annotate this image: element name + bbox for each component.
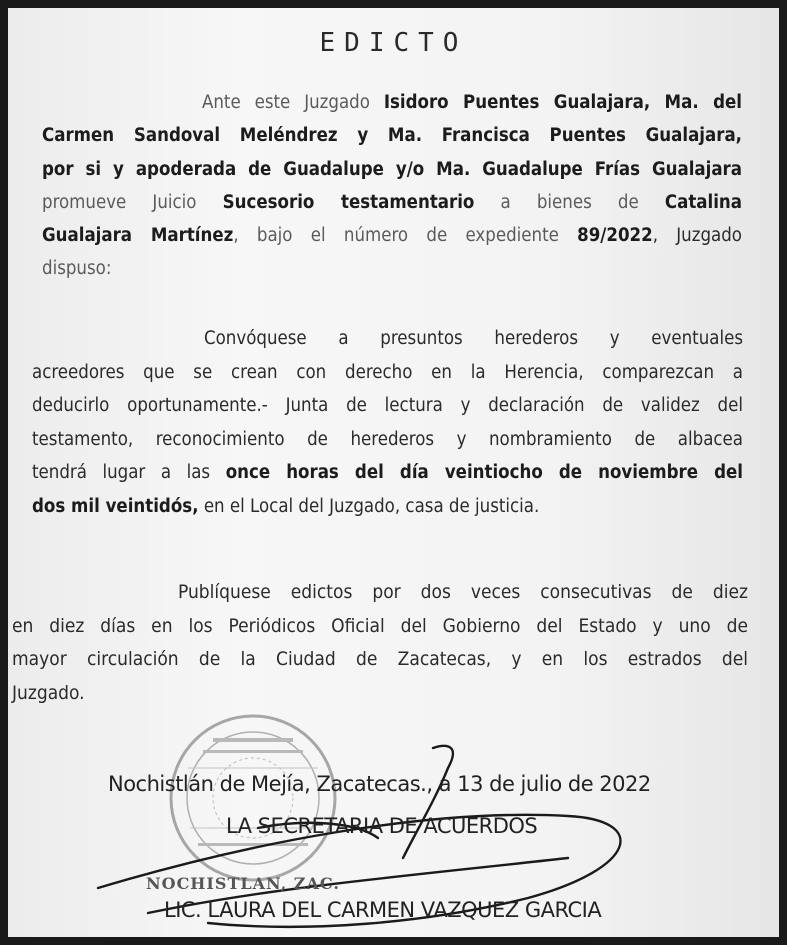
stamp-text: NOCHISTLAN, ZAC. [146, 874, 340, 893]
text-hearing-year: dos mil veintidós, [32, 495, 199, 517]
text-ante-este-juzgado: Ante este Juzgado [202, 92, 384, 113]
place-and-date: Nochistlán de Mejía, Zacatecas., a 13 de julio de 2022 [108, 772, 651, 796]
text-deceased-last: Gualajara Martínez [42, 225, 234, 247]
convocatoria-line-2: acreedores que se crean con derecho en la Herencia, comparezcan a [32, 361, 743, 383]
publicacion-line-4: Juzgado. [12, 681, 85, 704]
text-tendra-lugar: tendrá lugar a las [32, 462, 226, 484]
text-party-name-1: Isidoro Puentes Gualajara, Ma. del [383, 92, 742, 113]
text-expediente-number: 89/2022 [577, 225, 653, 247]
document-page [8, 8, 779, 937]
seal-and-signature-overlay [8, 8, 779, 937]
convocatoria-line-3: deducirlo oportunamente.- Junta de lectura y declaración de validez del [32, 395, 743, 417]
official-seal-icon [171, 716, 335, 880]
parties-line-2: Carmen Sandoval Meléndrez y Ma. Francisca Puentes Gualajara, [42, 125, 742, 147]
text-expediente-label: , bajo el número de expediente [233, 225, 578, 247]
text-hearing-place: en el Local del Juzgado, casa de justicia. [198, 495, 540, 517]
publicacion-line-2: en diez días en los Periódicos Oficial del Gobierno del Estado y uno de [12, 614, 748, 637]
publicacion-line-3: mayor circulación de la Ciudad de Zacatecas, y en los estrados del [12, 648, 748, 671]
convocatoria-line-4: testamento, reconocimiento de herederos y nombramiento de albacea [32, 428, 743, 450]
text-hearing-time: once horas del día veintiocho de noviembre del [225, 462, 743, 484]
convocatoria-line-1: Convóquese a presuntos herederos y eventuales [204, 328, 743, 349]
text-a-bienes: a bienes de [474, 191, 665, 213]
publicacion-line-1: Publíquese edictos por dos veces consecutivas de diez [178, 581, 748, 603]
document-title: EDICTO [319, 28, 468, 58]
parties-line-3: por si y apoderada de Guadalupe y/o Ma. Guadalupe Frías Gualajara [42, 158, 742, 180]
text-deceased-first: Catalina [664, 191, 743, 213]
secretary-name: LIC. LAURA DEL CARMEN VAZQUEZ GARCIA [164, 898, 602, 922]
secretary-role: LA SECRETARIA DE ACUERDOS [226, 814, 538, 838]
parties-line-6: dispuso: [42, 258, 112, 280]
text-promueve: promueve Juicio [42, 191, 223, 213]
text-juzgado: , Juzgado [652, 225, 742, 247]
text-juicio-type: Sucesorio testamentario [222, 191, 475, 213]
